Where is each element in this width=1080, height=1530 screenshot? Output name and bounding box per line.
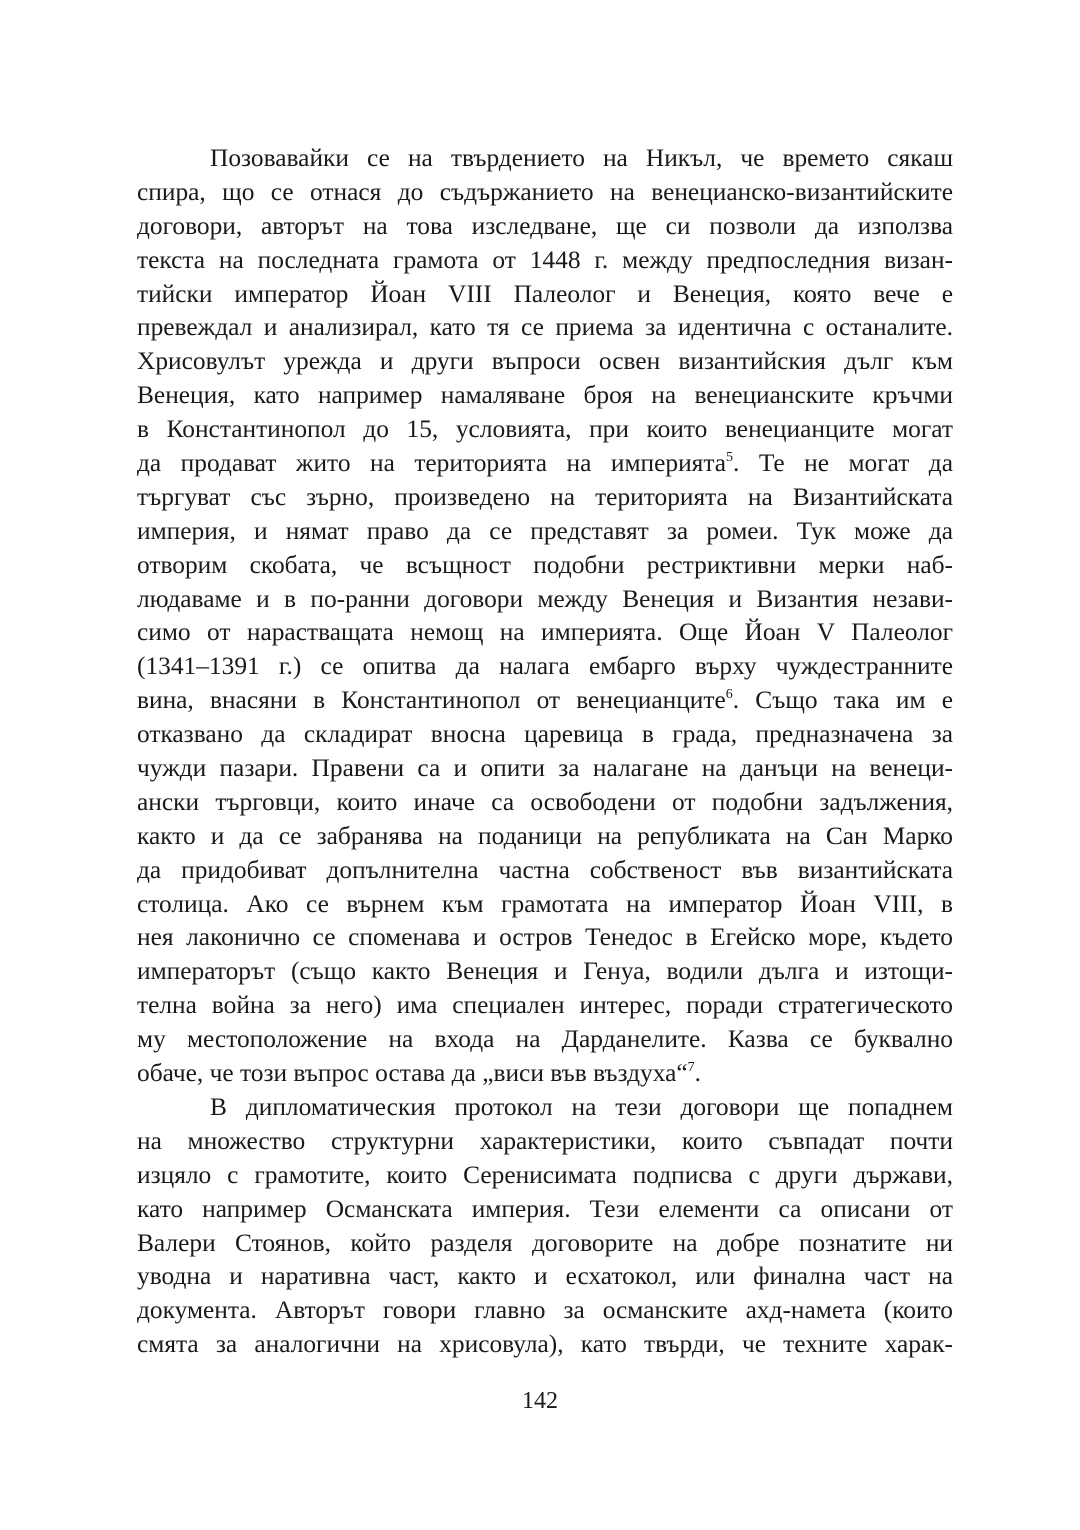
line-text: отворим скобата, че всъщност подобни рестриктивни мерки наб- (137, 550, 953, 579)
line-text: (1341–1391 г.) се опитва да налага ембарго върху чуждестранните (137, 652, 953, 681)
text-line (137, 345, 953, 379)
line-text: чужди пазари. Правени са и опити за налагане на данъци на венеци- (137, 754, 953, 783)
line-text: столица. Ако се върнем към грамотата на император Йоан VIII, в (137, 889, 953, 918)
text-line (137, 718, 953, 752)
line-text: текста на последната грамота от 1448 г. между предпоследния визан- (137, 245, 953, 274)
line-text: В дипломатическия протокол на тези договори ще попаднем (210, 1092, 953, 1121)
line-text: изцяло с грамотите, които Серенисимата подписва с други държави, (137, 1160, 953, 1189)
line-text: Валери Стоянов, който разделя договорите на добре познатите ни (137, 1228, 953, 1257)
line-text: договори, авторът на това изследване, ще си позволи да използва (137, 211, 953, 240)
text-line (137, 1057, 953, 1091)
text-line (137, 1159, 953, 1193)
text-line (137, 1023, 953, 1057)
line-text-after-footnote: . Те не могат да (733, 449, 953, 478)
text-line (137, 989, 953, 1023)
text-line (137, 447, 953, 481)
line-text: симо от нарастващата немощ на империята. Още Йоан V Палеолог (137, 618, 953, 647)
line-text: документа. Авторът говори главно за османските ахд-намета (които (137, 1296, 953, 1325)
line-text: нея лаконично се споменава и остров Тенедос в Егейско море, където (137, 923, 953, 952)
text-line (137, 549, 953, 583)
line-text: смята за аналогични на хрисовула), като твърди, че техните харак- (137, 1330, 953, 1359)
line-text: търгуват със зърно, произведено на територията на Византийската (137, 482, 953, 511)
text-line (137, 1294, 953, 1328)
line-text: тийски император Йоан VIII Палеолог и Венеция, която вече е (137, 279, 953, 308)
line-text: людаваме и в по-ранни договори между Венеция и Византия незави- (137, 584, 953, 613)
line-text: вина, внасяни в Константинопол от венецианците (137, 686, 726, 715)
text-line (137, 583, 953, 617)
text-line (137, 684, 953, 718)
text-line (137, 379, 953, 413)
text-line (137, 142, 953, 176)
line-text: уводна и наративна част, както и есхатокол, или финална част на (137, 1262, 953, 1291)
text-line (137, 820, 953, 854)
text-line (137, 854, 953, 888)
text-line (137, 311, 953, 345)
text-line (137, 244, 953, 278)
line-text-after-footnote: . (694, 1059, 702, 1088)
text-line (137, 955, 953, 989)
paragraph (137, 1091, 953, 1362)
text-line (137, 616, 953, 650)
line-text: на множество структурни характеристики, които съвпадат почти (137, 1126, 953, 1155)
line-text: империя, и нямат право да се представят за ромеи. Тук може да (137, 516, 953, 545)
line-text: императорът (също както Венеция и Генуа, водили дълга и изтощи- (137, 957, 953, 986)
text-line (137, 1260, 953, 1294)
line-text: превеждал и анализирал, като тя се приема за идентична с останалите. (137, 313, 953, 342)
text-line (137, 752, 953, 786)
text-line (137, 650, 953, 684)
text-line (137, 210, 953, 244)
text-line (137, 1193, 953, 1227)
line-text: спира, що се отнася до съдържанието на венецианско-византийските (137, 177, 953, 206)
text-line (137, 1328, 953, 1362)
text-line (137, 786, 953, 820)
text-line (137, 921, 953, 955)
text-line (137, 1091, 953, 1125)
body-text (137, 142, 953, 1362)
footnote-marker: 6 (725, 687, 733, 703)
line-text: му местоположение на входа на Дарданелите. Казва се буквално (137, 1025, 953, 1054)
text-line (137, 481, 953, 515)
line-text: както и да се забранява на поданици на републиката на Сан Марко (137, 821, 953, 850)
paragraph (137, 142, 953, 1091)
text-line (137, 515, 953, 549)
line-text: в Константинопол до 15, условията, при които венецианците могат (137, 415, 953, 444)
text-line (137, 278, 953, 312)
footnote-marker: 5 (726, 450, 734, 466)
line-text: да придобиват допълнителна частна собственост във византийската (137, 855, 953, 884)
line-text: ански търговци, които иначе са освободени от подобни задължения, (137, 787, 953, 816)
line-text: Позовавайки се на твърдението на Никъл, че времето сякаш (210, 144, 953, 172)
footnote-marker: 7 (687, 1060, 695, 1076)
line-text: Хрисовулът урежда и други въпроси освен византийския дълг към (137, 347, 953, 376)
line-text: като например Османската империя. Тези елементи са описани от (137, 1194, 953, 1223)
text-line (137, 1125, 953, 1159)
text-line (137, 888, 953, 922)
text-line (137, 413, 953, 447)
line-text: Венеция, като например намаляване броя на венецианските кръчми (137, 381, 953, 410)
line-text: отказвано да складират вносна царевица в града, предназначена за (137, 720, 953, 749)
line-text: телна война за него) има специален интерес, поради стратегическото (137, 991, 953, 1020)
text-line (137, 1227, 953, 1261)
line-text: да продават жито на територията на империята (137, 449, 727, 478)
line-text: обаче, че този въпрос остава да „виси във въздуха“ (137, 1059, 688, 1088)
page-number: 142 (522, 1388, 558, 1414)
line-text-after-footnote: . Също така им е (732, 686, 953, 715)
text-line (137, 176, 953, 210)
